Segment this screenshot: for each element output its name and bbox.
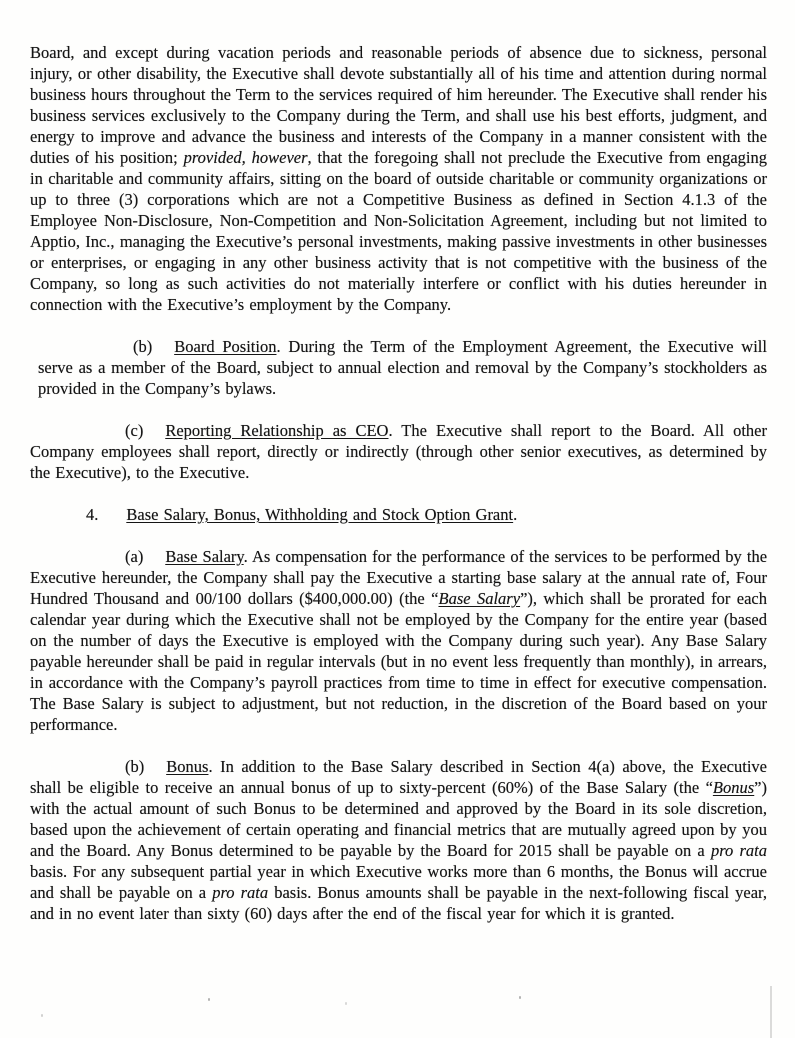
- text-segment: ”), which shall be prorated for each calendar year during which the Executive shall not be employed by the Company for the entire year (based on the number of days the Executive is employed with the Company during such year). Any Base Salary payable hereunder shall be paid in regular intervals (but in no event less frequently than monthly), in arrears, in accordance with the Company’s payroll practices from time to time in effect for executive compensation. The Base Salary is subject to adjustment, but not reduction, in the discretion of the Board based on your performance.: [30, 589, 768, 734]
- section-4-heading: [30, 504, 767, 525]
- tab-spacer: [30, 435, 125, 436]
- text-segment: . As compensation for the performance of the services to be performed by the Executive hereunder, the Company shall pay the Executive a starting base salary at the annual rate of, Four Hundred Thousand and 00/100 dollars ($400,000.00) (the “: [30, 547, 768, 608]
- text-segment: pro rata: [212, 883, 269, 902]
- text-segment: (a): [125, 547, 144, 566]
- text-segment: ”) with the actual amount of such Bonus to be determined and approved by the Board in its sole discretion, based upon the achievement of certain operating and financial metrics that are mutually agreed upon by you and the Board. Any Bonus determined to be payable by the Board for 2015 shall be payable on a: [30, 778, 767, 860]
- tab-spacer: [98, 519, 126, 520]
- text-segment: basis. For any subsequent partial year in which Executive works more than 6 months, the Bonus will accrue and shall be payable on a: [30, 862, 767, 902]
- text-segment: Base Salary, Bonus, Withholding and Stock Option Grant: [126, 505, 514, 524]
- text-segment: Base Salary: [438, 589, 521, 608]
- text-segment: . In addition to the Base Salary described in Section 4(a) above, the Executive shall be eligible to receive an annual bonus of up to sixty-percent (60%) of the Base Salary (the “: [30, 757, 767, 797]
- text-segment: Board Position: [174, 337, 277, 356]
- text-segment: basis. Bonus amounts shall be payable in the next-following fiscal year, and in no event later than sixty (60) days after the end of the fiscal year for which it is granted.: [30, 883, 767, 923]
- scan-artifact-speck: [519, 996, 521, 999]
- text-segment: (c): [125, 421, 144, 440]
- text-segment: 4.: [86, 505, 99, 524]
- tab-spacer: [30, 519, 86, 520]
- tab-spacer: [144, 771, 166, 772]
- text-segment: Base Salary: [165, 547, 244, 566]
- scan-artifact-edge: [770, 986, 772, 1038]
- text-segment: provided, however: [183, 148, 308, 167]
- tab-spacer: [30, 561, 125, 562]
- clause-a-base-salary: [30, 546, 767, 735]
- tab-spacer: [30, 771, 125, 772]
- clause-b-bonus: [30, 756, 767, 924]
- text-segment: (b): [125, 757, 145, 776]
- clause-c-reporting-relationship: [30, 420, 767, 483]
- tab-spacer: [143, 561, 165, 562]
- text-segment: . The Executive shall report to the Board. All other Company employees shall report, directly or indirectly (through other senior executives, as determined by the Executive), to the Executive.: [30, 421, 767, 482]
- text-segment: Bonus: [166, 757, 209, 776]
- scan-artifact-speck: [208, 998, 210, 1001]
- text-segment: . During the Term of the Employment Agreement, the Executive will serve as a member of the Board, subject to annual election and removal by the Company’s stockholders as provided in the Company’s bylaws.: [38, 337, 767, 398]
- text-segment: , that the foregoing shall not preclude the Executive from engaging in charitable and community affairs, sitting on the board of outside charitable or community organizations or up to three (3) corporations which are not a Competitive Business as defined in Section 4.1.3 of the Employee Non-Disclosure, Non-Competition and Non-Solicitation Agreement, including but not limited to Apptio, Inc., managing the Executive’s personal investments, making passive investments in other businesses or enterprises, or engaging in any other business activity that is not competitive with the business of the Company, so long as such activities do not materially interfere or conflict with his duties hereunder in connection with the Executive’s employment by the Company.: [30, 148, 768, 314]
- paragraph-duties-continuation: [30, 42, 767, 315]
- text-segment: (b): [133, 337, 153, 356]
- scan-artifact-speck: [345, 1002, 347, 1005]
- clause-b-board-position: [30, 336, 767, 399]
- text-segment: Reporting Relationship as CEO: [165, 421, 389, 440]
- text-segment: .: [513, 505, 518, 524]
- text-segment: Board, and except during vacation periods and reasonable periods of absence due to sickness, personal injury, or other disability, the Executive shall devote substantially all of his time and attention during normal business hours throughout the Term to the services required of him hereunder. The Executive shall render his business services exclusively to the Company during the Term, and shall use his best efforts, judgment, and energy to improve and advance the business and interests of the Company in a manner consistent with the duties of his position;: [30, 43, 767, 167]
- tab-spacer: [38, 351, 133, 352]
- tab-spacer: [143, 435, 165, 436]
- text-segment: pro rata: [710, 841, 767, 860]
- text-segment: Bonus: [712, 778, 755, 797]
- tab-spacer: [152, 351, 174, 352]
- scan-artifact-speck: [41, 1014, 43, 1017]
